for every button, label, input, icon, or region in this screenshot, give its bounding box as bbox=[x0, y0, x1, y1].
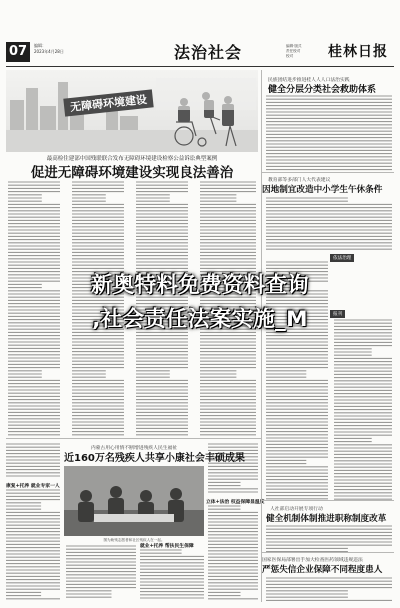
overlay-text-line-1: 新奥特料免费资料查询 bbox=[90, 273, 309, 298]
middle-article-deck: 内蒙古用心用情不断增进残疾人民生福祉 bbox=[90, 446, 178, 451]
right-article-1-headline: 健全分层分类社会救助体系 bbox=[268, 85, 377, 95]
paper-info: 编辑·版式 责任校对 校对 bbox=[286, 44, 302, 58]
section-rule bbox=[262, 552, 394, 553]
section-rule bbox=[262, 172, 394, 173]
right-article-2-deck: 教育部等多部门人大代表建议 bbox=[268, 178, 331, 183]
people-group-graphic bbox=[64, 466, 204, 536]
right-article-2-headline: 因地制宜改造中小学生午休条件 bbox=[262, 185, 383, 195]
middle-subhead-1: 康复+托养 就业专家一人 bbox=[6, 484, 60, 489]
right-article-1-deck: 民族团结进步推进桂人人人口法治实践 bbox=[268, 78, 350, 83]
masthead bbox=[6, 40, 394, 67]
right-article-5-deck: 人社部启动开展专项行动 bbox=[270, 507, 323, 512]
column-rule bbox=[261, 70, 262, 602]
paper-name-logo: 桂林日报 bbox=[328, 44, 388, 60]
hero-illustration bbox=[6, 70, 258, 152]
page-meta: 编辑： 2023年4月28日 bbox=[34, 43, 64, 54]
community-photo bbox=[64, 466, 204, 536]
right-article-6-headline: 严惩失信企业保障不同程度患人 bbox=[262, 565, 383, 575]
right-badge-1: 依法治理 bbox=[330, 254, 354, 262]
right-article-6-deck: 国家医保局部署出手加大检查医药领域违规违法 bbox=[262, 558, 363, 563]
page-number: 07 bbox=[6, 42, 30, 62]
lead-article-headline: 促进无障碍环境建设实现良法善治 bbox=[30, 165, 234, 181]
hero-banner: 无障碍环境建设 bbox=[63, 89, 153, 116]
section-rule bbox=[6, 438, 261, 439]
section-title: 法治社会 bbox=[174, 43, 243, 62]
middle-subhead-2: 就业+托养 帮扶民生保障 bbox=[140, 544, 194, 549]
right-badge-2: 报刊 bbox=[330, 310, 345, 318]
section-rule bbox=[262, 500, 394, 501]
lead-article-deck: 最高检住建部中国残联联合发布无障碍环境建设检察公益诉讼典型案例 bbox=[46, 156, 218, 162]
middle-subhead-3: 立体+法治 权益保障显温度 bbox=[206, 500, 265, 505]
overlay-text-line-2: ,社会责任法案实施_M bbox=[92, 307, 308, 332]
right-article-5-headline: 健全机制体制推进职称制度改革 bbox=[266, 514, 387, 524]
city-skyline-graphic bbox=[6, 70, 258, 152]
photo-caption: 图为助残志愿者和社区残疾人在一起。 bbox=[103, 538, 165, 542]
middle-article-headline: 近160万名残疾人共享小康社会丰硕成果 bbox=[64, 453, 245, 464]
